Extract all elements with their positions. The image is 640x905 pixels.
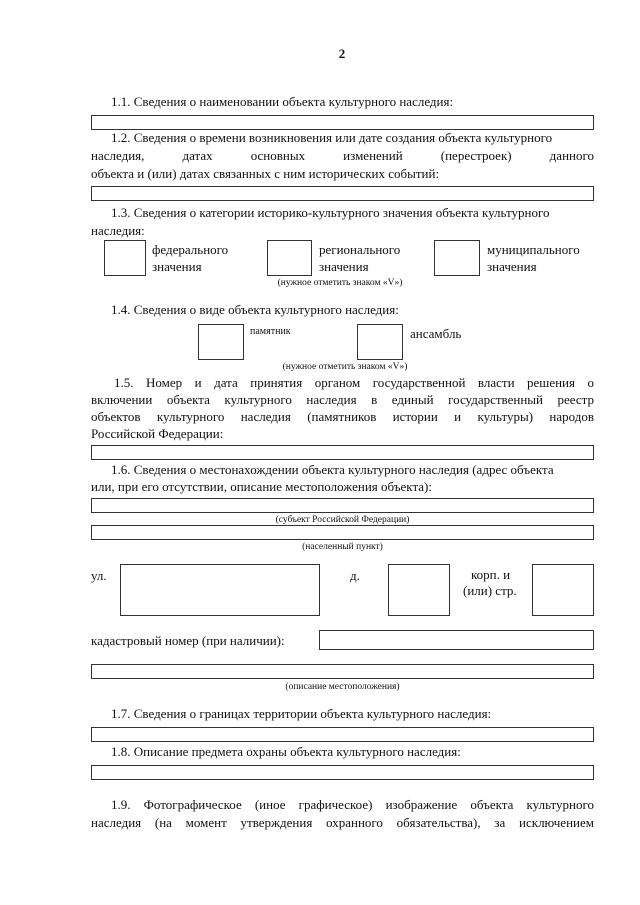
federal-checkbox[interactable]	[104, 240, 146, 276]
locality-field[interactable]	[91, 525, 594, 540]
section-1-8-field[interactable]	[91, 765, 594, 780]
federal-label-line2: значения	[152, 259, 202, 274]
section-1-4-label: 1.4. Сведения о виде объекта культурного наследия:	[111, 302, 399, 317]
building-label-line2: (или) стр.	[463, 583, 517, 598]
monument-checkbox[interactable]	[198, 324, 244, 360]
section-1-2-line1: 1.2. Сведения о времени возникновения или дате создания объекта культурного	[111, 130, 553, 145]
section-1-7-label: 1.7. Сведения о границах территории объекта культурного наследия:	[111, 706, 492, 721]
street-label: ул.	[91, 568, 107, 583]
house-field[interactable]	[388, 564, 450, 616]
ensemble-label: ансамбль	[410, 326, 462, 341]
locality-caption: (населенный пункт)	[302, 542, 383, 552]
regional-label-line2: значения	[319, 259, 369, 274]
section-1-1-field[interactable]	[91, 115, 594, 130]
cadastral-label: кадастровый номер (при наличии):	[91, 633, 285, 648]
building-label-line1: корп. и	[471, 567, 511, 582]
location-caption: (описание местоположения)	[285, 682, 400, 692]
section-1-9-line1: 1.9. Фотографическое (иное графическое) изображение объекта культурного	[111, 797, 594, 812]
regional-label-line1: регионального	[319, 242, 401, 257]
cadastral-field[interactable]	[319, 630, 594, 650]
section-1-5-field[interactable]	[91, 445, 594, 460]
section-1-2-line3: объекта и (или) датах связанных с ним исторических событий:	[91, 166, 440, 181]
section-1-9-line2: наследия (на момент утверждения охранного обязательства), за исключением	[91, 815, 594, 830]
section-1-5-line3: объектов культурного наследия (памятников истории и культуры) народов	[91, 409, 594, 424]
section-1-3-line1: 1.3. Сведения о категории историко-культурного значения объекта культурного	[111, 205, 550, 220]
ensemble-checkbox[interactable]	[357, 324, 403, 360]
federal-label-line1: федерального	[152, 242, 229, 257]
section-1-8-label: 1.8. Описание предмета охраны объекта культурного наследия:	[111, 744, 461, 759]
section-1-7-field[interactable]	[91, 727, 594, 742]
monument-label: памятник	[250, 326, 291, 337]
type-note: (нужное отметить знаком «V»)	[282, 362, 408, 372]
category-note: (нужное отметить знаком «V»)	[277, 278, 403, 288]
regional-checkbox[interactable]	[267, 240, 312, 276]
municipal-checkbox[interactable]	[434, 240, 480, 276]
section-1-3-line2: наследия:	[91, 223, 145, 238]
location-field[interactable]	[91, 664, 594, 679]
subject-caption: (субъект Российской Федерации)	[275, 515, 410, 525]
building-field[interactable]	[532, 564, 594, 616]
section-1-2-line2: наследия, датах основных изменений (перестроек) данного	[91, 148, 594, 163]
municipal-label-line1: муниципального	[487, 242, 580, 257]
section-1-5-line1: 1.5. Номер и дата принятия органом государственной власти решения о	[114, 375, 594, 390]
street-field[interactable]	[120, 564, 320, 616]
municipal-label-line2: значения	[487, 259, 537, 274]
section-1-6-line2: или, при его отсутствии, описание местоположения объекта):	[91, 479, 433, 494]
section-1-1-label: 1.1. Сведения о наименовании объекта культурного наследия:	[111, 94, 454, 109]
house-label: д.	[350, 568, 360, 583]
section-1-5-line4: Российской Федерации:	[91, 426, 224, 441]
page-number: 2	[338, 46, 346, 61]
section-1-5-line2: включении объекта культурного наследия в единый государственный реестр	[91, 392, 594, 407]
section-1-2-field[interactable]	[91, 186, 594, 201]
subject-field[interactable]	[91, 498, 594, 513]
section-1-6-line1: 1.6. Сведения о местонахождении объекта культурного наследия (адрес объекта	[111, 462, 554, 477]
